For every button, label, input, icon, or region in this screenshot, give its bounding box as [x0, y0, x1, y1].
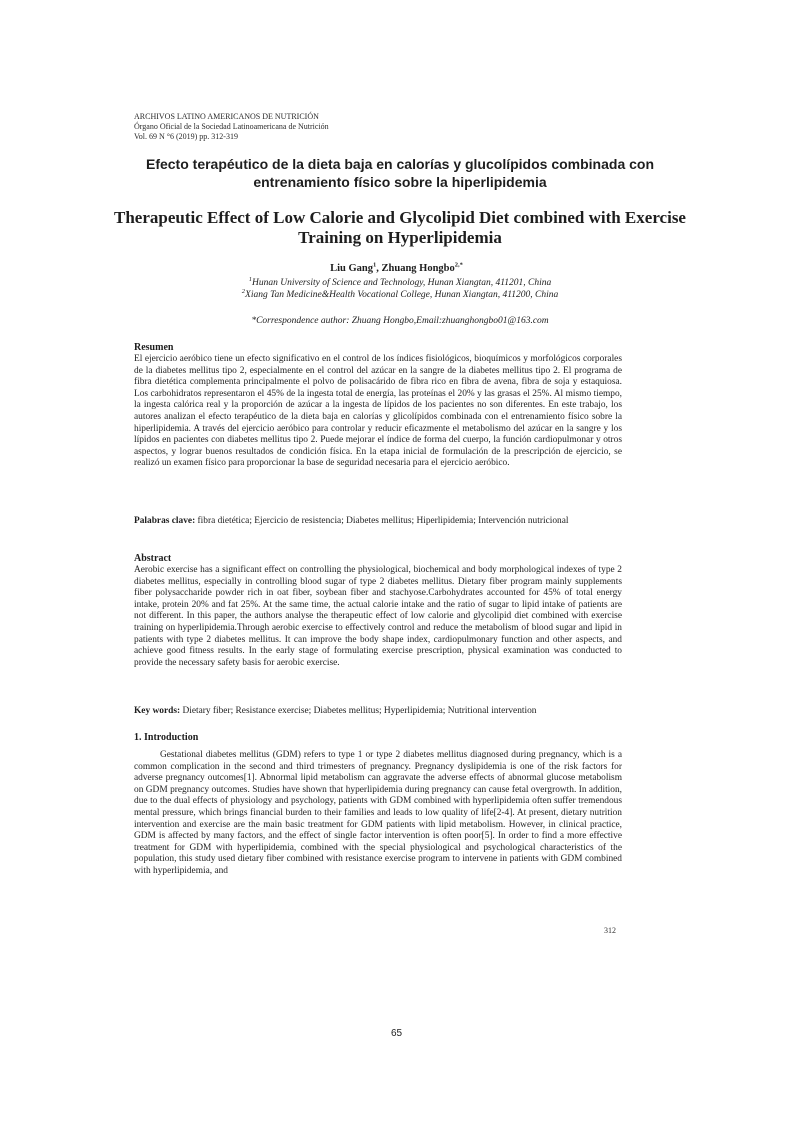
- affiliation-1-sup: 1: [248, 275, 253, 283]
- resumen-text: El ejercicio aeróbico tiene un efecto significativo en el control de los índices fisiológicos, bioquímicos y morfológicos corporales de la diabetes mellitus tipo 2, especialmente en el control del azúcar en la sangre de la diabetes mellitus tipo 2. El programa de fibra dietética complementa principalmente el polvo de polisacárido de fibra rico en fibra de avena, fibra de soja y estaquiosa. Los carbohidratos representaron el 45% de la ingesta total de energía, las proteínas el 20% y las grasas el 25%. Al mismo tiempo, la ingesta calórica real y la proporción de azúcar a la ingesta de lípidos de los pacientes no son diferentes. En este trabajo, los autores analizan el efecto terapéutico de la dieta baja en calorías y glicolípidos combinada con el entrenamiento físico sobre la hiperlipidemia. A través del ejercicio aeróbico para controlar y reducir eficazmente el metabolismo del azúcar en la sangre y los lípidos en pacientes con diabetes mellitus tipo 2. Puede mejorar el índice de forma del cuerpo, la función cardiopulmonar y otros aspectos, y lograr buenos resultados de condición física. En la etapa inicial de formulación de la prescripción de ejercicio, se realizó un examen físico para proporcionar la base de seguridad necesaria para el ejercicio aeróbico.: [134, 354, 622, 469]
- title-english: Therapeutic Effect of Low Calorie and Glycolipid Diet combined with Exercise Training on Hyperlipidemia: [114, 208, 686, 247]
- affiliation-2: [120, 289, 680, 301]
- abstract-heading: Abstract: [134, 553, 172, 564]
- palabras-clave: [134, 516, 622, 528]
- affiliation-1-text: Hunan University of Science and Technology, Hunan Xiangtan, 411201, China: [252, 278, 552, 288]
- journal-name: ARCHIVOS LATINO AMERICANOS DE NUTRICIÓN: [134, 112, 319, 121]
- keywords-text: Dietary fiber; Resistance exercise; Diabetes mellitus; Hyperlipidemia; Nutritional intervention: [180, 706, 537, 716]
- key-words: [134, 706, 622, 718]
- author-1-sup: 1: [373, 261, 377, 269]
- abstract-section: [134, 553, 622, 669]
- introduction-text: Gestational diabetes mellitus (GDM) refers to type 1 or type 2 diabetes mellitus diagnosed during pregnancy, which is a common complication in the second and third trimesters of pregnancy. Pregnancy dyslipidemia is one of the risk factors for adverse pregnancy outcomes[1]. Abnormal lipid metabolism can aggravate the adverse effects of abnormal glucose metabolism on GDM pregnancy outcomes. Studies have shown that hyperlipidemia during pregnancy can cause fetal overgrowth. In addition, due to the dual effects of physiology and psychology, patients with GDM combined with hyperlipidemia often suffer tremendous mental pressure, which brings financial burden to their families and leads to low quality of life[2-4]. At present, dietary nutrition intervention and exercise are the main basic treatment for GDM patients with lipid metabolism. However, in clinical practice, GDM is affected by many factors, and the effect of single factor intervention is often poor[5]. In order to find a more effective treatment for GDM with hyperlipidemia, combined with the special physiological and psychological characteristics of the population, this study used dietary fiber combined with resistance exercise program to intervene in patients with GDM combined with hyperlipidemia, and: [134, 750, 622, 876]
- introduction-section: [134, 732, 622, 878]
- introduction-heading: 1. Introduction: [134, 732, 199, 743]
- author-list: [0, 263, 793, 274]
- affiliation-2-sup: 2: [241, 287, 246, 295]
- abstract-text: Aerobic exercise has a significant effect on controlling the physiological, biochemical and body morphological indexes of type 2 diabetes mellitus, especially in controlling blood sugar of type 2 diabetes mellitus. Dietary fiber program mainly supplements fiber polysaccharide powder rich in oat fiber, soybean fiber and stachyose.Carbohydrates accounted for 45% of total energy intake, protein 20% and fat 25%. At the same time, the actual calorie intake and the ratio of sugar to lipid intake of patients are not different. In this paper, the authors analyse the therapeutic effect of low calorie and glycolipid diet combined with exercise training on hyperlipidemia.Through aerobic exercise to effectively control and reduce the metabolism of blood sugar and lipid in patients with type 2 diabetes mellitus. It can improve the body shape index, cardiopulmonary function and other aspects, and achieve good fitness results. In the early stage of formulating exercise prescription, physical examination was conducted to provide the necessary safety basis for aerobic exercise.: [134, 565, 622, 668]
- author-1: Liu Gang: [330, 263, 374, 274]
- affiliations: [120, 277, 680, 301]
- footer-page-number: 65: [390, 1028, 403, 1039]
- resumen-heading: Resumen: [134, 342, 174, 353]
- affiliation-1: [120, 277, 680, 289]
- author-2-sup: 2,*: [454, 261, 463, 269]
- palabras-label: Palabras clave:: [134, 516, 196, 526]
- author-2: Zhuang Hongbo: [381, 263, 455, 274]
- journal-header: [134, 112, 329, 142]
- journal-volume: Vol. 69 N °6 (2019) pp. 312-319: [134, 132, 238, 141]
- journal-organ: Órgano Oficial de la Sociedad Latinoamericana de Nutrición: [134, 122, 329, 131]
- palabras-text: fibra dietética; Ejercicio de resistencia; Diabetes mellitus; Hiperlipidemia; Intervención nutricional: [195, 516, 569, 526]
- correspondence: *Correspondence author: Zhuang Hongbo,Email:zhuanghongbo01@163.com: [251, 316, 549, 326]
- resumen-section: [134, 342, 622, 470]
- author-separator: ,: [376, 263, 382, 274]
- title-spanish: Efecto terapéutico de la dieta baja en calorías y glucolípidos combinada con entrenamiento físico sobre la hiperlipidemia: [145, 156, 655, 190]
- journal-page-number: 312: [604, 926, 616, 935]
- keywords-label: Key words:: [134, 706, 181, 716]
- affiliation-2-text: Xiang Tan Medicine&Health Vocational College, Hunan Xiangtan, 411200, China: [245, 290, 559, 300]
